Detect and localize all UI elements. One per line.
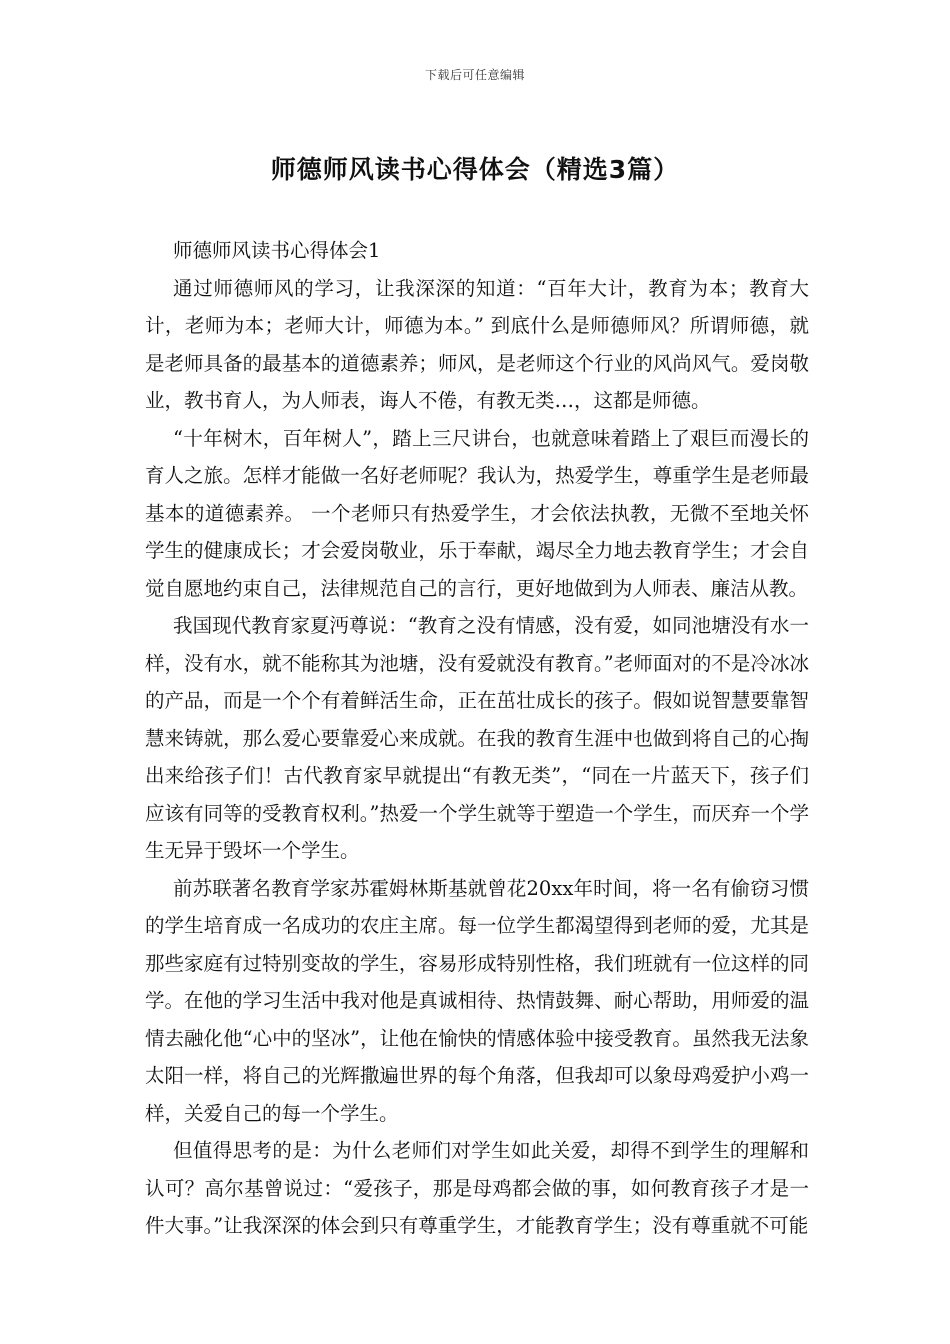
section-heading: 师德师风读书心得体会1 — [173, 239, 381, 262]
page-header-note: 下载后可任意编辑 — [424, 68, 525, 82]
paragraph-1: 通过师德师风的学习，让我深深的知道：“百年大计，教育为本；教育大计，老师为本；老师大计，师德为本。” 到底什么是师德师风？所谓师德，就是老师具备的最基本的道德素养；师风，是老师这个行业的风尚风气。爱岗敬业，教书育人，为人师表，诲人不倦，有教无类…，这都是师德。 — [145, 276, 809, 412]
paragraph-2: “十年树木，百年树人”，踏上三尺讲台，也就意味着踏上了艰巨而漫长的育人之旅。怎样才能做一名好老师呢？我认为，热爱学生，尊重学生是老师最基本的道德素养。 一个老师只有热爱学生，才会依法执教，无微不至地关怀学生的健康成长；才会爱岗敬业，乐于奉献，竭尽全力地去教育学生；才会自觉自愿地约束自己，法律规范自己的言行，更好地做到为人师表、廉洁从教。 — [145, 426, 809, 600]
paragraph-4: 前苏联著名教育学家苏霍姆林斯基就曾花20xx年时间，将一名有偷窃习惯的学生培育成一名成功的农庄主席。每一位学生都渴望得到老师的爱，尤其是那些家庭有过特别变故的学生，容易形成特别性格，我们班就有一位这样的同学。在他的学习生活中我对他是真诚相待、热情鼓舞、耐心帮助，用师爱的温情去融化他“心中的坚冰”，让他在愉快的情感体验中接受教育。虽然我无法象太阳一样，将自己的光辉撒遍世界的每个角落，但我却可以象母鸡爱护小鸡一样，关爱自己的每一个学生。 — [145, 876, 809, 1125]
document-title: 师德师风读书心得体会（精选3篇） — [270, 155, 680, 184]
paragraph-5: 但值得思考的是：为什么老师们对学生如此关爱，却得不到学生的理解和认可？高尔基曾说过：“爱孩子，那是母鸡都会做的事，如何教育孩子才是一件大事。”让我深深的体会到只有尊重学生，才能教育学生；没有尊重就不可能 — [145, 1139, 809, 1237]
document-body — [145, 232, 809, 1245]
paragraph-3: 我国现代教育家夏沔尊说：“教育之没有情感，没有爱，如同池塘没有水一样，没有水，就不能称其为池塘，没有爱就没有教育。”老师面对的不是冷冰冰的产品，而是一个个有着鲜活生命，正在茁壮成长的孩子。假如说智慧要靠智慧来铸就，那么爱心要靠爱心来成就。在我的教育生涯中也做到将自己的心掏出来给孩子们！古代教育家早就提出“有教无类”，“同在一片蓝天下，孩子们应该有同等的受教育权利。”热爱一个学生就等于塑造一个学生，而厌弃一个学生无异于毁坏一个学生。 — [145, 614, 809, 862]
